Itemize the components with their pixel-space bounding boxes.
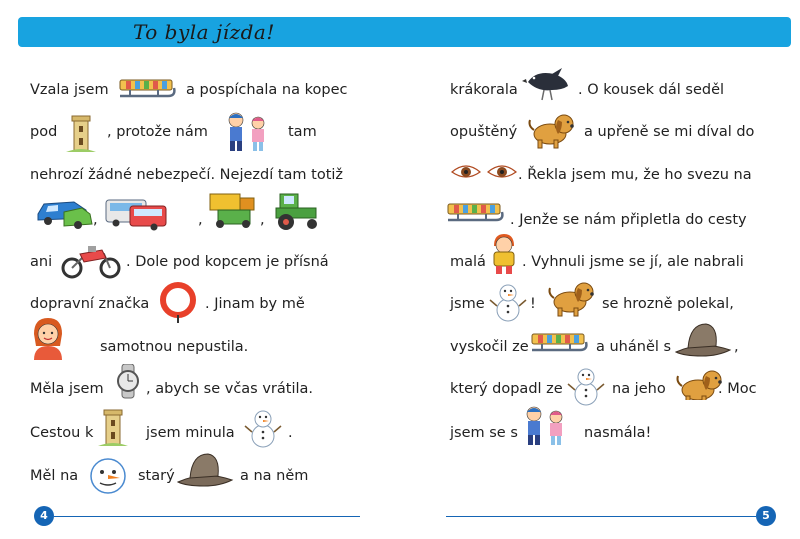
snowman-icon xyxy=(88,456,130,496)
text-line: Měla jsem xyxy=(30,381,104,397)
comma: , xyxy=(93,212,98,228)
text-line: krákorala xyxy=(450,82,518,98)
text-line: , abych se včas vrátila. xyxy=(146,381,314,397)
text-line: Vzala jsem xyxy=(30,82,109,98)
crow-icon xyxy=(522,64,574,104)
text-line: na jeho xyxy=(612,381,666,397)
text-line: , protože nám xyxy=(107,124,208,140)
text-line: a pospíchala na kopec xyxy=(186,82,348,98)
page-title: To byla jízda! xyxy=(133,20,275,44)
text-line: vyskočil ze xyxy=(450,339,529,355)
motorcycle-icon xyxy=(60,238,124,282)
hat-icon xyxy=(674,318,734,360)
text-line: . Jinam by mě xyxy=(205,296,305,312)
text-line: a upřeně se mi díval do xyxy=(584,124,755,140)
page-rule xyxy=(446,516,756,517)
text-line: nehrozí žádné nebezpečí. Nejezdí tam totiž xyxy=(30,167,344,183)
text-line: . xyxy=(288,425,293,441)
text-line: malá xyxy=(450,254,486,270)
sled-icon xyxy=(118,70,180,104)
text-line: , xyxy=(734,339,739,355)
text-line: ! xyxy=(530,296,536,312)
girl-icon xyxy=(30,316,66,362)
text-line: se hrozně polekal, xyxy=(602,296,734,312)
text-line: který dopadl ze xyxy=(450,381,563,397)
text-line: . O kousek dál seděl xyxy=(578,82,725,98)
no-entry-sign-icon xyxy=(158,280,200,326)
page-number: 5 xyxy=(756,506,776,526)
car-icon xyxy=(34,192,94,232)
dog-icon xyxy=(544,276,600,318)
comma: , xyxy=(198,212,203,228)
page-number: 4 xyxy=(34,506,54,526)
text-line: nasmála! xyxy=(584,425,652,441)
hat-icon xyxy=(176,448,236,490)
snowman-icon xyxy=(243,406,283,450)
text-line: Měl na xyxy=(30,468,79,484)
eyes-icon xyxy=(450,160,482,184)
page-rule xyxy=(54,516,360,517)
text-line: . Moc xyxy=(718,381,757,397)
text-line: . Řekla jsem mu, že ho svezu na xyxy=(518,167,752,183)
bus-icon xyxy=(104,192,170,232)
text-line: . Jenže se nám připletla do cesty xyxy=(510,212,747,228)
snowman-icon xyxy=(488,280,528,324)
eyes-icon xyxy=(486,160,518,184)
text-line: pod xyxy=(30,124,58,140)
title-bar xyxy=(18,17,791,47)
text-line: jsem se s xyxy=(450,425,518,441)
children-icon xyxy=(520,404,576,464)
text-line: tam xyxy=(288,124,317,140)
text-line: a uháněl s xyxy=(596,339,672,355)
text-line: jsme xyxy=(450,296,485,312)
comma: , xyxy=(260,212,265,228)
dog-icon xyxy=(524,108,580,150)
sled-icon xyxy=(446,194,508,228)
text-line: starý xyxy=(138,468,175,484)
tower-icon xyxy=(66,112,98,156)
snowman-icon xyxy=(566,364,606,408)
text-line: samotnou nepustila. xyxy=(100,339,249,355)
children-icon xyxy=(222,110,274,156)
text-line: a na něm xyxy=(240,468,309,484)
sled-icon xyxy=(530,324,592,358)
tower-icon xyxy=(98,406,130,450)
text-line: opuštěný xyxy=(450,124,518,140)
text-line: dopravní značka xyxy=(30,296,150,312)
text-line: jsem minula xyxy=(146,425,235,441)
watch-icon xyxy=(112,364,146,400)
text-line: . Dole pod kopcem je přísná xyxy=(126,254,329,270)
text-line: Cestou k xyxy=(30,425,94,441)
little-girl-icon xyxy=(488,232,520,276)
dog-icon xyxy=(672,364,722,400)
text-line: . Vyhnuli jsme se jí, ale nabrali xyxy=(522,254,744,270)
text-line: ani xyxy=(30,254,53,270)
truck-icon xyxy=(206,188,258,232)
tractor-icon xyxy=(272,188,322,232)
